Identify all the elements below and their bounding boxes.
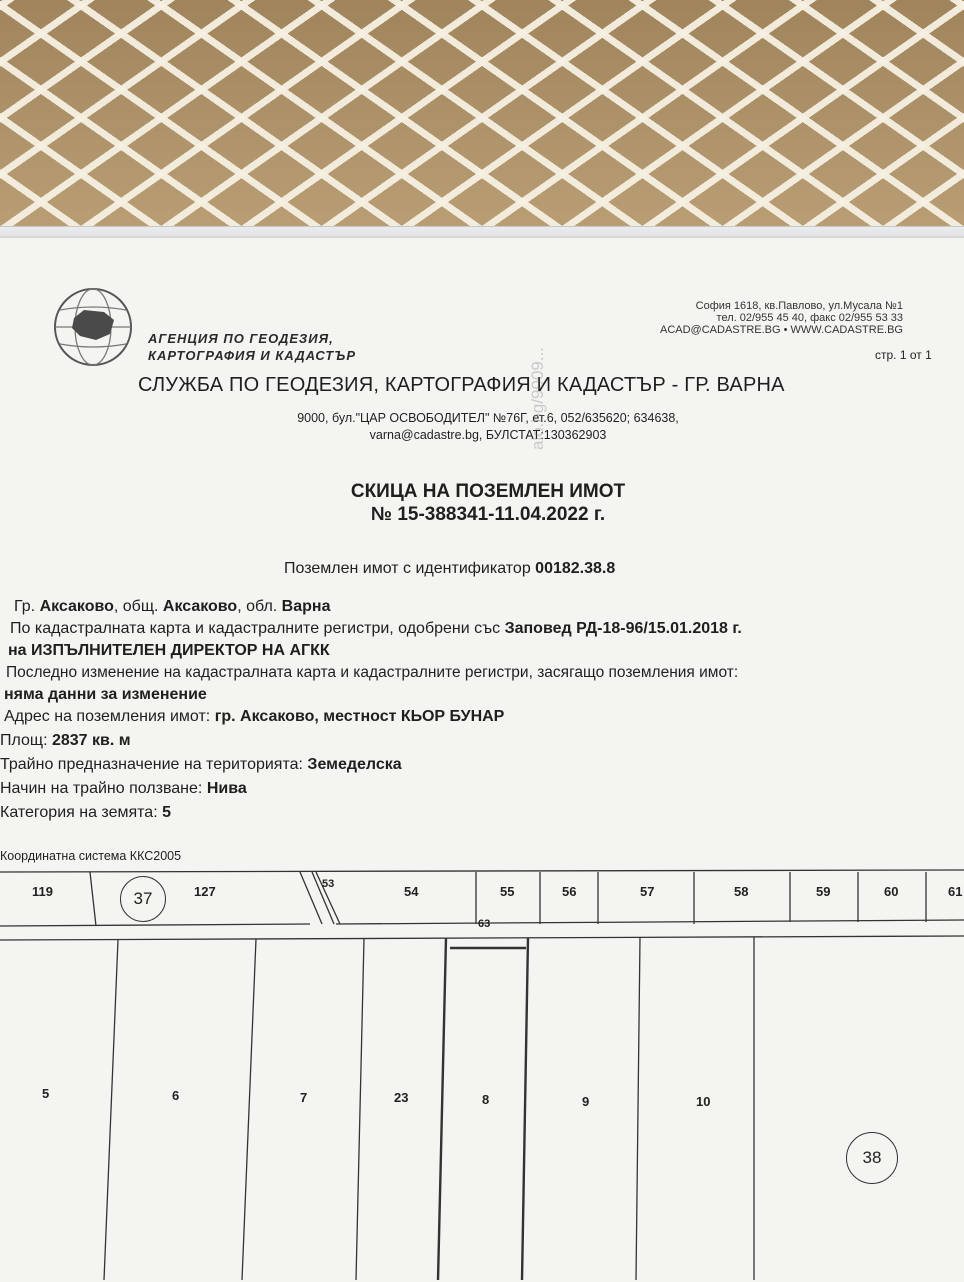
cadastre-globe-logo-icon (52, 286, 134, 368)
address-value: гр. Аксаково, местност КЬОР БУНАР (214, 708, 505, 725)
contact-line-2: тел. 02/955 45 40, факс 02/955 53 33 (716, 312, 903, 324)
town-label: Гр. (14, 598, 36, 615)
document-number: № 15-388341-11.04.2022 г. (370, 504, 606, 525)
address-row (4, 708, 504, 726)
plot-label-8: 8 (482, 1092, 490, 1107)
document-title-block (268, 480, 708, 526)
agency-contact (660, 300, 903, 336)
plot-label-119: 119 (32, 884, 53, 899)
plot-label-58: 58 (734, 884, 749, 899)
plot-label-61: 61 (948, 884, 963, 899)
plot-label-57: 57 (640, 884, 655, 899)
approved-by-value: на ИЗПЪЛНИТЕЛЕН ДИРЕКТОР НА АГКК (8, 642, 330, 659)
purpose-row (0, 756, 402, 774)
office-address-line-1: 9000, бул."ЦАР ОСВОБОДИТЕЛ" №76Г, ет.6, 052/635620; 634638, (297, 411, 679, 425)
region-label: , обл. (237, 598, 278, 615)
page-indicator: стр. 1 от 1 (875, 348, 932, 362)
usage-label: Начин на трайно ползване: (0, 780, 203, 797)
block-circle-38: 38 (846, 1132, 898, 1184)
purpose-label: Трайно предназначение на територията: (0, 756, 303, 773)
contact-line-1: София 1618, кв.Павлово, ул.Мусала №1 (695, 300, 903, 312)
plot-label-10: 10 (696, 1094, 711, 1109)
last-change-label: Последно изменение на кадастралната карта и кадастралните регистри, засягащо поземления имот: (6, 664, 739, 681)
approval-label: По кадастралната карта и кадастралните регистри, одобрени със (10, 620, 501, 637)
plot-label-127: 127 (194, 884, 216, 899)
watermark: alo.bg/9009... (528, 346, 547, 450)
area-label: Площ: (0, 732, 48, 749)
plot-label-5: 5 (42, 1086, 50, 1101)
office-name: СЛУЖБА ПО ГЕОДЕЗИЯ, КАРТОГРАФИЯ И КАДАСТЪР - ГР. ВАРНА (138, 374, 785, 396)
identifier-row (284, 560, 615, 578)
address-label: Адрес на поземления имот: (4, 708, 211, 725)
agency-line-1: АГЕНЦИЯ ПО ГЕОДЕЗИЯ, (148, 331, 334, 346)
plot-label-56: 56 (562, 884, 577, 899)
contact-line-3: ACAD@CADASTRE.BG • WWW.CADASTRE.BG (660, 324, 903, 336)
usage-row (0, 780, 247, 798)
category-row (0, 804, 171, 822)
plot-label-7: 7 (300, 1090, 308, 1105)
area-value: 2837 кв. м (51, 732, 131, 749)
plot-label-59: 59 (816, 884, 831, 899)
category-value: 5 (162, 804, 171, 821)
office-address-line-2: varna@cadastre.bg, БУЛСТАТ:130362903 (369, 428, 607, 442)
region-value: Варна (281, 598, 331, 615)
plot-label-53: 53 (322, 878, 335, 890)
category-label: Категория на земята: (0, 804, 158, 821)
plot-label-54: 54 (404, 884, 419, 899)
area-row (0, 732, 131, 750)
last-change-value: няма данни за изменение (4, 686, 207, 703)
approved-by (8, 642, 330, 660)
block-circle-37: 37 (120, 876, 166, 922)
plot-label-9: 9 (582, 1094, 590, 1109)
plot-label-23: 23 (394, 1090, 409, 1105)
approval-row (10, 620, 742, 638)
usage-value: Нива (206, 780, 247, 797)
location-row (14, 598, 330, 616)
plot-label-6: 6 (172, 1088, 180, 1103)
purpose-value: Земеделска (307, 756, 402, 773)
plot-label-63: 63 (478, 918, 491, 930)
office-address (238, 410, 738, 444)
agency-name (148, 330, 356, 364)
coordinate-system: Координатна система ККС2005 (0, 849, 182, 863)
town-value: Аксаково (39, 598, 114, 615)
plot-label-60: 60 (884, 884, 899, 899)
document-title: СКИЦА НА ПОЗЕМЛЕН ИМОТ (350, 481, 626, 502)
municipality-value: Аксаково (162, 598, 238, 615)
municipality-label: , общ. (113, 598, 159, 615)
agency-line-2: КАРТОГРАФИЯ И КАДАСТЪР (148, 348, 356, 363)
approval-value: Заповед РД-18-96/15.01.2018 г. (504, 620, 742, 637)
identifier-value: 00182.38.8 (535, 560, 616, 577)
identifier-label: Поземлен имот с идентификатор (284, 560, 531, 577)
plot-label-55: 55 (500, 884, 515, 899)
